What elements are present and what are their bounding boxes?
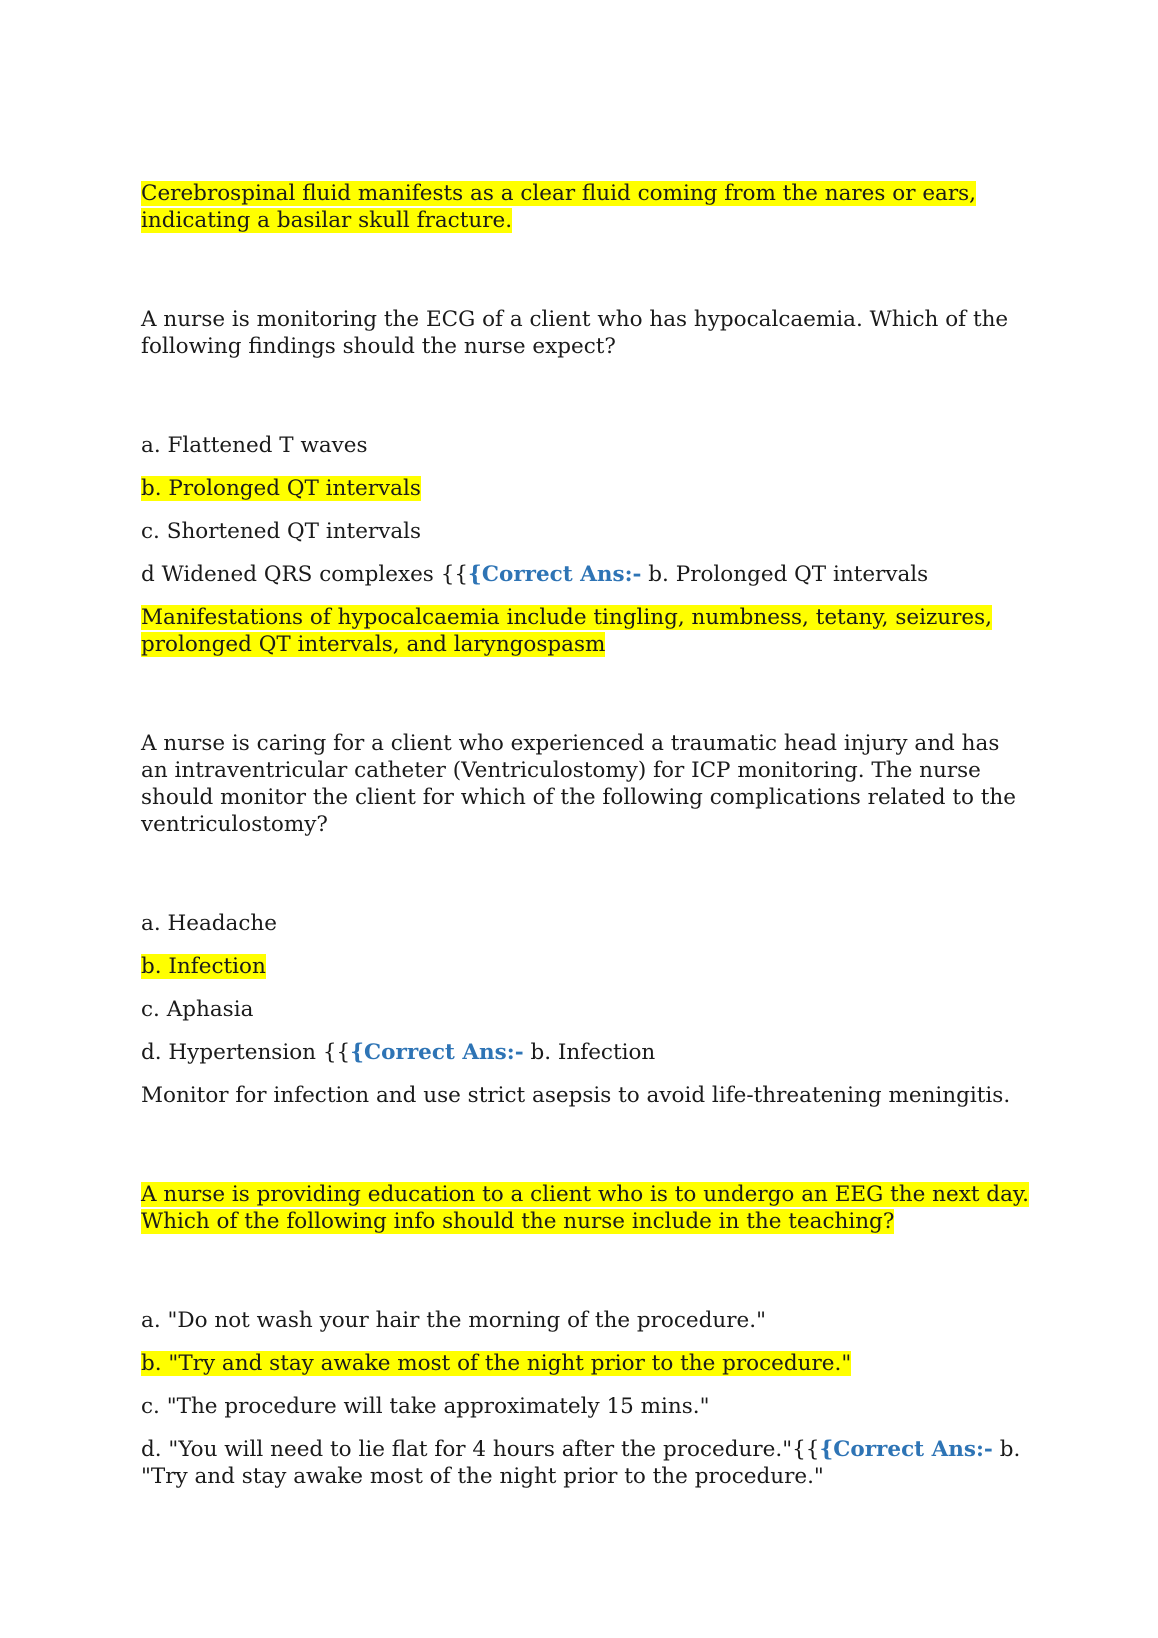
spacer [141,376,1031,432]
q3-option-b [141,1350,1031,1377]
q1-option-b [141,475,1031,502]
q3-option-a: a. "Do not wash your hair the morning of the procedure." [141,1308,766,1333]
correct-answer-label [468,562,641,587]
q1-option-c: c. Shortened QT intervals [141,519,422,544]
q2-option-a: a. Headache [141,911,277,936]
q2-rationale: Monitor for infection and use strict asepsis to avoid life-threatening meningitis. [141,1083,1011,1108]
q2-option-d [141,1039,1031,1066]
answer-brace: {{ [440,562,469,587]
q1-rationale [141,604,1031,658]
q1-option-d [141,561,1031,588]
option-text: d. Hypertension [141,1040,317,1065]
highlighted-text: Manifestations of hypocalcaemia include tingling, numbness, tetany, seizures, prolonged QT intervals, and laryngospasm [141,605,992,657]
correct-answer-value: b. "Try and stay awake most of the night prior to the procedure." [141,1437,1021,1489]
spacer [141,854,1031,910]
answer-label-text: Correct Ans:- [364,1040,524,1065]
answer-brace: {{ [792,1437,820,1462]
highlighted-text: A nurse is providing education to a client who is to undergo an EEG the next day. Which of the following info should the nurse include in the teaching? [141,1182,1030,1234]
correct-answer-value: b. Prolonged QT intervals [648,562,929,587]
q1-option-a: a. Flattened T waves [141,433,368,458]
answer-label-text: Correct Ans:- [481,562,642,587]
question-3 [141,1181,1031,1235]
answer-brace: {{ [322,1040,351,1065]
highlighted-text: b. Prolonged QT intervals [141,476,421,501]
highlighted-text: Cerebrospinal fluid manifests as a clear fluid coming from the nares or ears, indicating a basilar skull fracture. [141,181,977,233]
answer-label-brace: { [468,562,482,587]
question-1: A nurse is monitoring the ECG of a client who has hypocalcaemia. Which of the following findings should the nurse expect? [141,307,1009,359]
q3-option-d [141,1436,1031,1490]
option-text: d. "You will need to lie flat for 4 hours after the procedure." [141,1437,793,1462]
answer-label-brace: { [819,1437,834,1462]
q3-option-c: c. "The procedure will take approximately 15 mins." [141,1394,710,1419]
document-page [141,180,1031,1506]
question-2: A nurse is caring for a client who experienced a traumatic head injury and has an intraventricular catheter (Ventriculostomy) for ICP monitoring. The nurse should monitor the client for which of the following complications related to the ventriculostomy? [141,731,1016,837]
highlighted-text: b. Infection [141,954,266,979]
spacer [141,674,1031,730]
answer-label-brace: { [350,1040,365,1065]
correct-answer-label [819,1437,992,1462]
rationale-basilar-fracture [141,180,1031,234]
answer-label-text: Correct Ans:- [833,1437,993,1462]
highlighted-text: b. "Try and stay awake most of the night prior to the procedure." [141,1351,852,1376]
spacer [141,1251,1031,1307]
option-text: d Widened QRS complexes [141,562,434,587]
correct-answer-label [350,1040,523,1065]
q2-option-c: c. Aphasia [141,997,254,1022]
correct-answer-value: b. Infection [530,1040,656,1065]
spacer [141,1125,1031,1181]
q2-option-b [141,953,1031,980]
spacer [141,250,1031,306]
